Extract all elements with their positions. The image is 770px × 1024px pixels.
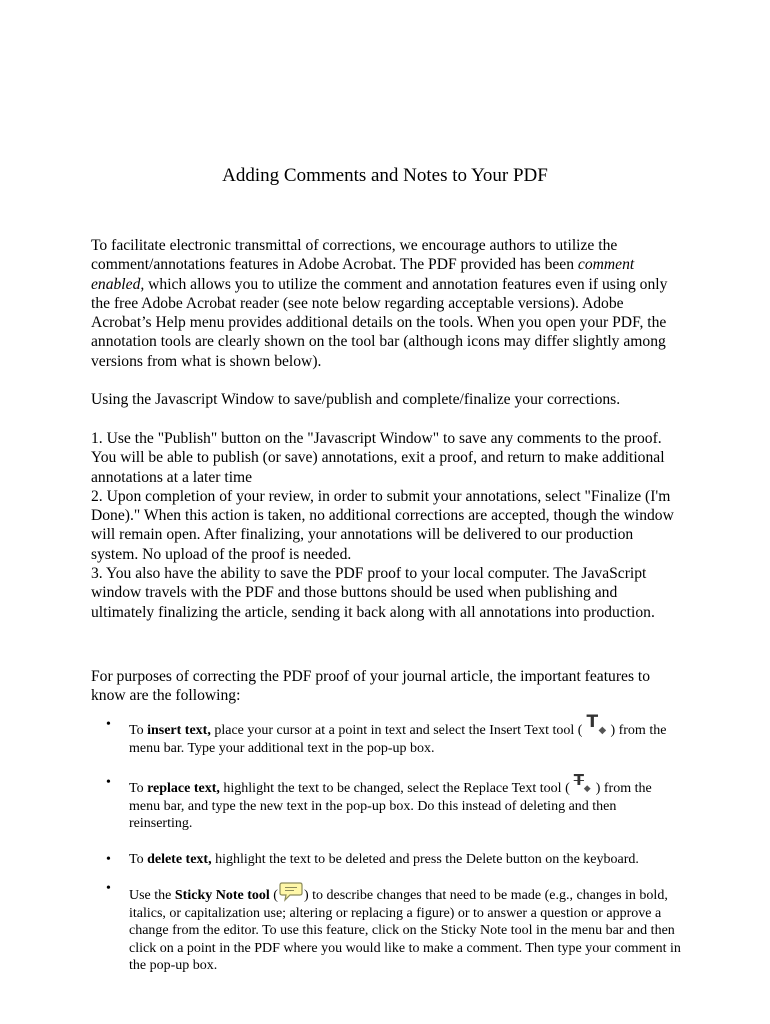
sticky-note-icon (279, 880, 303, 902)
bullet-dot: • (106, 851, 111, 867)
bullet-text: ( (269, 888, 278, 903)
bullet-bold: delete text, (147, 851, 212, 867)
step-item: 3. You also have the ability to save the PDF proof to your local computer. The JavaScript window travels with the PDF and those buttons should be used when publishing and ultimately finalizing the article, sending it back along with all annotations into production. (91, 565, 655, 621)
bullet-bold: insert text, (147, 723, 211, 738)
bullet-text: ) to describe changes that need to be made (e.g., changes in bold, italics, or capitalization use; altering or replacing a figure) or to answer a question or approve a change from the editor. To use this feature, click on the Sticky Note tool in the menu bar and then click on a point in the PDF where you would like to make a comment. Then type your comment in the pop-up box. (129, 888, 681, 973)
bullet-dot: • (106, 775, 111, 790)
bullet-text: ) from the menu bar, and type the new text in the pop-up box. Do this instead of deleting and then reinserting. (129, 781, 652, 831)
purposes-paragraph: For purposes of correcting the PDF proof of your journal article, the important features to know are the following: (91, 668, 651, 705)
bullet-insert-text (91, 712, 683, 757)
bullet-bold: Sticky Note tool (174, 888, 270, 903)
bullet-text: ) from the menu bar. Type your additional text in the pop-up box. (129, 723, 667, 756)
step-item: 2. Upon completion of your review, in order to submit your annotations, select "Finalize (I'm Done)." When this action is taken, no additional corrections are accepted, though the window will remain open. After finalizing, your annotations will be delivered to our production system. No upload of the proof is needed. (91, 487, 674, 563)
intro-text-end: which allows you to utilize the comment and annotation features even if using only the free Adobe Acrobat reader (see note below regarding acceptable versions). Adobe Acrobat’s Help menu provides additional details on the tools. When you open your PDF, the annotation tools are clearly shown on the tool bar (although icons may differ slightly among versions from what is shown below). (91, 275, 668, 370)
step-item: 1. Use the "Publish" button on the "Javascript Window" to save any comments to the proof. You will be able to publish (or save) annotations, exit a proof, and return to make additional annotations at a later time (91, 430, 665, 486)
bullet-sticky-note (91, 880, 683, 975)
intro-paragraph (91, 236, 681, 371)
bullet-text: place your cursor at a point in text and select the Insert Text tool ( (210, 723, 583, 738)
bullet-dot: • (106, 717, 111, 732)
insert-text-icon: T ◆ (586, 712, 607, 736)
bullet-lead: To (129, 723, 148, 738)
bullet-text: highlight the text to be changed, select the Replace Text tool ( (219, 781, 570, 796)
page-title: Adding Comments and Notes to Your PDF (222, 165, 548, 186)
replace-text-icon: T ◆ (573, 771, 591, 794)
bullet-bold: replace text, (147, 781, 220, 796)
bullet-dot: • (106, 881, 111, 896)
intro-text-start: To facilitate electronic transmittal of corrections, we encourage authors to utilize the comment/annotations features in Adobe Acrobat. The PDF provided has been (91, 237, 618, 274)
bullet-replace-text (91, 771, 683, 833)
bullet-lead: Use the (129, 888, 175, 903)
intro-emphasis: comment enabled, (91, 256, 635, 293)
steps-list (91, 429, 681, 622)
bullet-delete-text (91, 851, 683, 869)
javascript-window-heading: Using the Javascript Window to save/publish and complete/finalize your corrections. (91, 391, 621, 408)
bullet-lead: To (129, 781, 148, 796)
features-bullet-list (91, 712, 683, 975)
bullet-lead: To (129, 851, 148, 867)
bullet-text: highlight the text to be deleted and press the Delete button on the keyboard. (211, 851, 639, 867)
